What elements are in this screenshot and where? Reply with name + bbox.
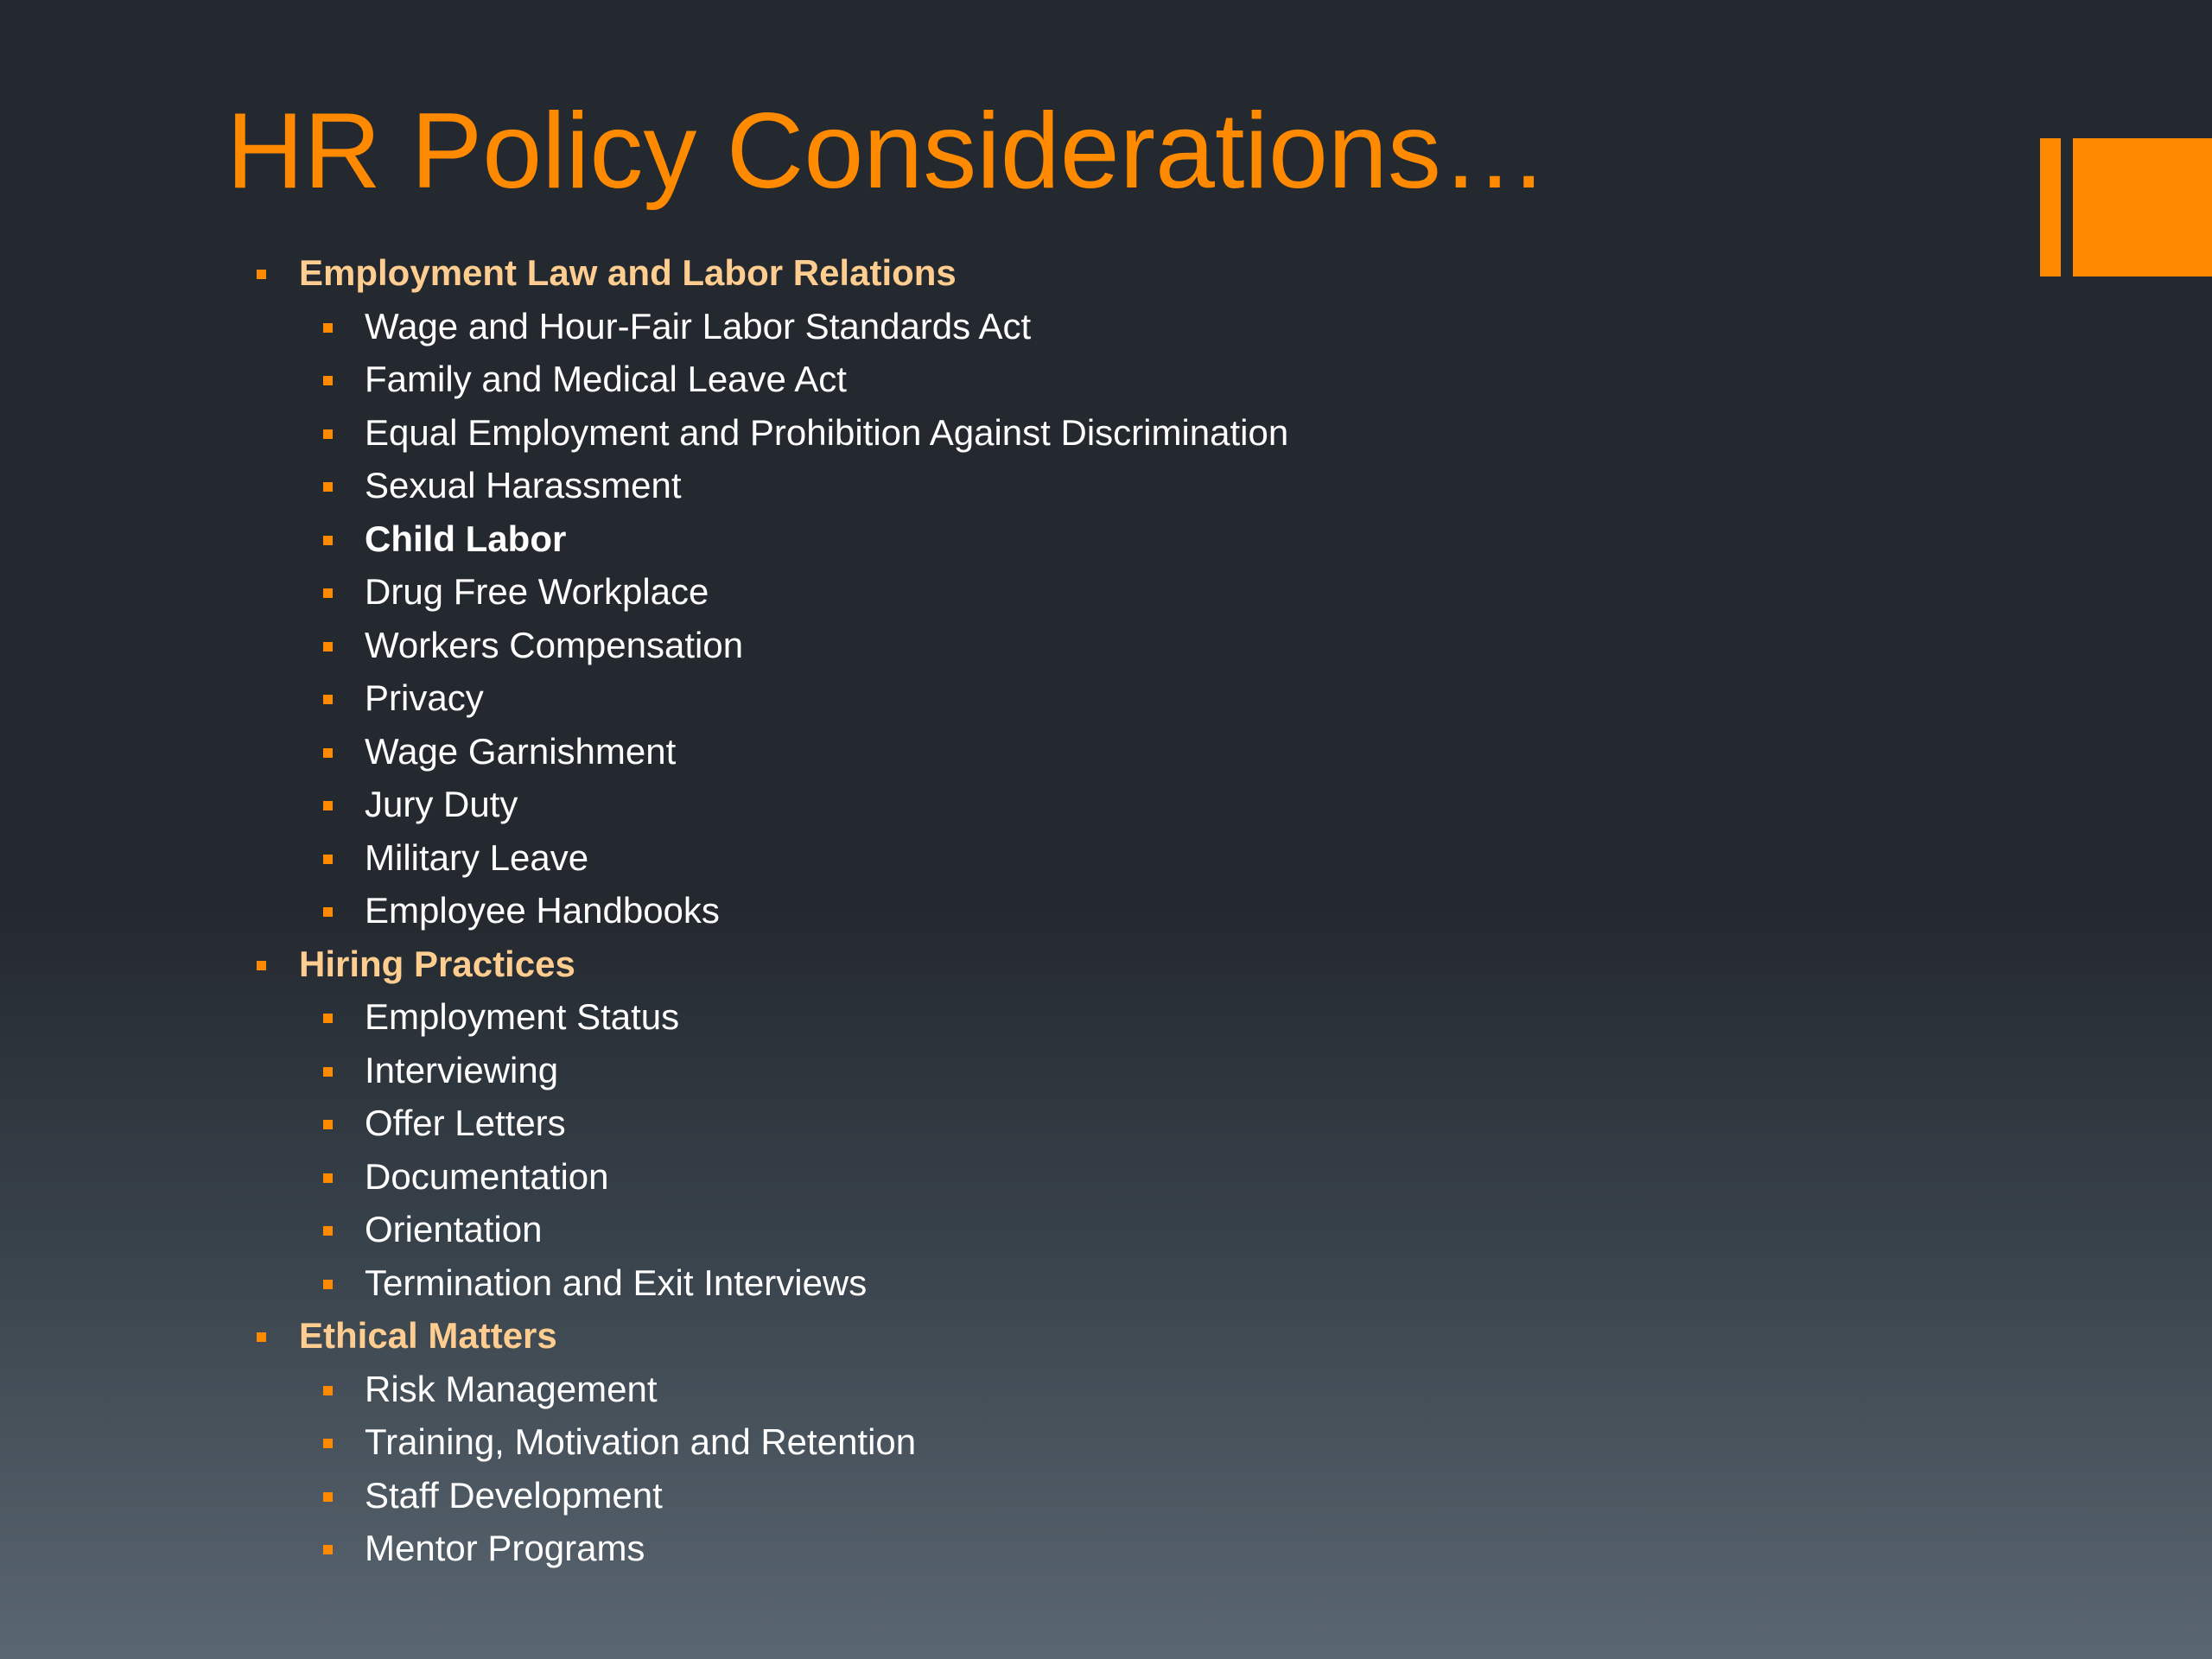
square-bullet-icon (323, 482, 333, 492)
square-bullet-icon (323, 695, 333, 704)
square-bullet-icon (323, 1280, 333, 1289)
list-item-label: Training, Motivation and Retention (365, 1421, 917, 1462)
square-bullet-icon (323, 1492, 333, 1502)
list-item-label: Wage and Hour-Fair Labor Standards Act (365, 305, 1032, 346)
list-item-label: Employee Handbooks (365, 890, 720, 931)
list-item-label: Employment Status (365, 996, 680, 1037)
square-bullet-icon (323, 376, 333, 385)
accent-bar-thin (2040, 138, 2061, 276)
square-bullet-icon (257, 270, 266, 279)
square-bullet-icon (323, 907, 333, 917)
square-bullet-icon (323, 1014, 333, 1023)
list-item-label: Wage Garnishment (365, 730, 677, 772)
list-item (0, 884, 1728, 938)
list-item (0, 619, 1728, 672)
list-item-label: Staff Development (365, 1474, 663, 1516)
square-bullet-icon (323, 1173, 333, 1183)
list-item-label: Jury Duty (365, 784, 518, 824)
list-item-label: Termination and Exit Interviews (365, 1262, 868, 1303)
section-heading (0, 1309, 1728, 1363)
list-item (0, 1044, 1728, 1097)
accent-bar-block (2073, 138, 2212, 276)
list-item (0, 1415, 1728, 1469)
square-bullet-icon (323, 1439, 333, 1448)
list-item (0, 353, 1728, 406)
section-heading-label: Ethical Matters (299, 1315, 557, 1356)
square-bullet-icon (257, 961, 266, 970)
section-heading-label: Hiring Practices (299, 943, 575, 984)
list-item-label: Privacy (365, 677, 484, 718)
list-item-label: Documentation (365, 1155, 609, 1197)
square-bullet-icon (323, 588, 333, 598)
square-bullet-icon (323, 1545, 333, 1554)
list-item (0, 1203, 1728, 1256)
list-item-label: Child Labor (365, 518, 567, 559)
list-item (0, 1096, 1728, 1150)
list-item (0, 831, 1728, 885)
list-item-label: Sexual Harassment (365, 465, 682, 505)
square-bullet-icon (323, 1386, 333, 1395)
bullet-list (0, 246, 1728, 1575)
list-item (0, 990, 1728, 1044)
square-bullet-icon (323, 1226, 333, 1236)
slide-title: HR Policy Considerations… (226, 92, 1548, 211)
list-item-label: Family and Medical Leave Act (365, 359, 847, 399)
list-item (0, 1469, 1728, 1522)
square-bullet-icon (323, 1120, 333, 1129)
list-item (0, 778, 1728, 831)
list-item-label: Mentor Programs (365, 1528, 645, 1568)
section-heading (0, 938, 1728, 991)
list-item-label: Military Leave (365, 836, 589, 878)
list-item (0, 512, 1728, 566)
list-item (0, 725, 1728, 779)
list-item-label: Workers Compensation (365, 624, 744, 665)
list-item (0, 1150, 1728, 1204)
square-bullet-icon (323, 536, 333, 545)
square-bullet-icon (323, 642, 333, 652)
section-heading-label: Employment Law and Labor Relations (299, 252, 957, 293)
section-heading (0, 246, 1728, 300)
square-bullet-icon (323, 855, 333, 864)
list-item (0, 300, 1728, 353)
list-item (0, 1363, 1728, 1416)
list-item-label: Equal Employment and Prohibition Against Discrimination (365, 411, 1289, 453)
list-item-label: Orientation (365, 1209, 543, 1249)
square-bullet-icon (323, 429, 333, 439)
list-item-label: Drug Free Workplace (365, 571, 709, 612)
list-item (0, 1256, 1728, 1310)
list-item (0, 1522, 1728, 1575)
list-item-label: Risk Management (365, 1368, 658, 1409)
square-bullet-icon (257, 1332, 266, 1342)
square-bullet-icon (323, 748, 333, 758)
list-item (0, 406, 1728, 460)
list-item-label: Interviewing (365, 1049, 559, 1090)
list-item (0, 459, 1728, 512)
square-bullet-icon (323, 1067, 333, 1077)
list-item (0, 565, 1728, 619)
square-bullet-icon (323, 801, 333, 810)
list-item-label: Offer Letters (365, 1103, 566, 1143)
square-bullet-icon (323, 323, 333, 333)
list-item (0, 671, 1728, 725)
